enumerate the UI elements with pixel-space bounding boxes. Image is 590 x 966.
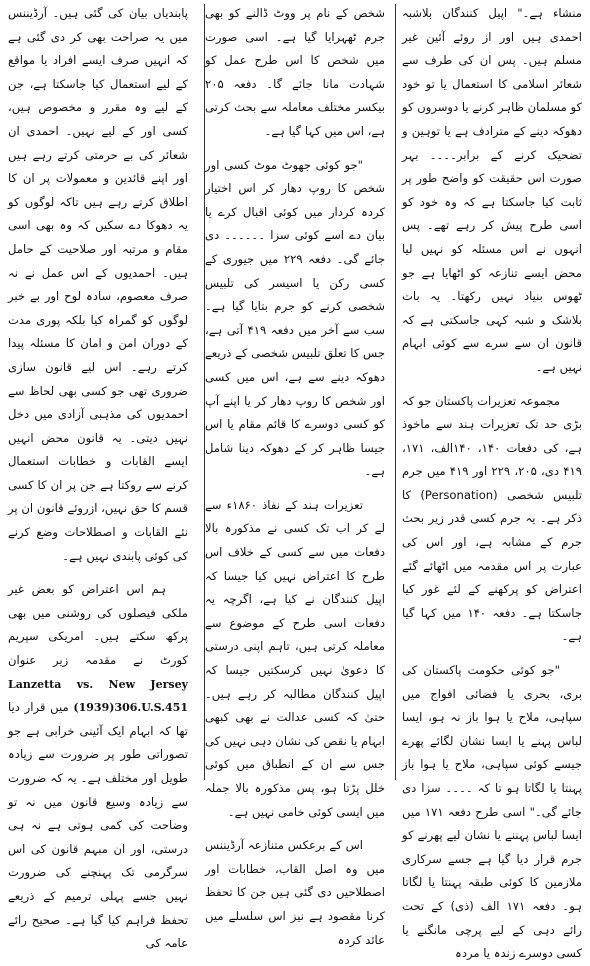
paragraph: تعزیرات ہند کے نفاذ ۱۸۶۰ء سے لے کر اب تک کسی نے مذکورہ بالا دفعات میں سے کسی کے خلاف اس طرح کا اعتراض نہیں کیا جیسا کہ اپیل کنندگان نے کیا ہے، اگرچہ یہ دفعات اسی طرح کے موضوع سے معاملہ کرتی ہیں، تاہم اپنی درستی کا دعویٰ نہیں کرسکتیں جیسا کہ اپیل کنندگان مطالبہ کر رہے ہیں۔ حتیٰ کہ کسی عدالت نے بھی کبھی ابہام یا نقص کی نشان دہی نہیں کی جس سے ان کے انطباق میں کوئی خلل پڑتا ہو، پس مذکورہ بالا جملہ میں ایسی کوئی خامی نہیں ہے۔ — [205, 497, 385, 819]
paragraph: "جو کوئی جھوٹ موٹ کسی اور شخص کا روپ دھار کر اس اختیار کردہ کردار میں کوئی اقبال کرے یا بیان دے اسے کوئی سزا ۔۔۔۔۔۔ دی جائے گی۔ دفعہ ۲۲۹ میں جیوری کے کسی رکن یا اسیسر کی تلبیس شخصی کرنے کو جرم بتایا گیا ہے۔ سب سے آخر میں دفعہ ۴۱۹ آتی ہے، جس کا تعلق تلبیس شخصی کے ذریعے دھوکہ دینے سے ہے، اس میں کسی اور شخص کا روپ دھار کر یا اپنے آپ کو کسی دوسرے کا قائم مقام یا اس جیسا ظاہر کر کے دھوکہ دینا شامل ہے۔ — [205, 157, 386, 479]
column-divider — [395, 4, 396, 780]
paragraph: "جو کوئی حکومت پاکستان کی بری، بحری یا فضائی افواج میں سپاہی، ملاح یا ہوا باز نہ ہو، ایسا لباس پہنے یا ایسا نشان لگائے پھرے جیسے کوئی سپاہی، ملاح یا ہوا باز پہنتا یا لگاتا ہو تا کہ ۔۔۔۔ سزا دی جائے گی۔" اسی طرح دفعہ ۱۷۱ میں ایسا لباس پہننے یا نشان لیے پھرنے کو جرم قرار دیا گیا ہے جسے سرکاری ملازمین کا کوئی طبقہ پہنتا یا لگاتا ہو۔ دفعہ ۱۷۱ الف (ذی) کے تحت رائے دہی کے لیے پرچی مانگنے یا کسی دوسرے زندہ یا مردہ — [402, 663, 582, 961]
paragraph-text: میں قرار دیا تھا کہ ابہام ایک آئینی خرابی ہے جو تصوراتی طور پر ضرورت سے زیادہ طویل اور مختلف ہے۔ یہ کہ ضرورت سے زیادہ وسیع قانون میں نہ تو وضاحت کی کمی ہوتی ہے نہ ہی درستی، اور ان مبہم قانون کی اس سرگرمی تک پہنچنے کی ضرورت نہیں جسے پہلی ترمیم کے ذریعے تحفظ فراہم کیا گیا ہے۔ صحیح رائے عامہ کی — [8, 700, 188, 951]
column-divider — [204, 4, 205, 780]
column-right — [402, 2, 583, 961]
column-left — [8, 2, 188, 951]
paragraph: اس کے برعکس متنازعہ آرڈیننس میں وہ اصل القاب، خطابات اور اصطلاحیں دی گئی ہیں جن کا تحفظ کرنا مقصود ہے نیز اس سلسلے میں عائد کردہ — [205, 838, 385, 947]
paragraph: شخص کے نام پر ووٹ ڈالنے کو بھی جرم ٹھہرایا گیا ہے۔ اسی صورت میں شخص کا اس طرح عمل کو شہادت مانا جائے گا۔ دفعہ ۲۰۵ بیکسر مختلف معاملہ سے بحث کرتی ہے، اس میں کہا گیا ہے۔ — [205, 6, 385, 138]
case-citation: Lanzetta vs. New Jersey (1939)306.U.S.451 — [8, 677, 188, 715]
paragraph: منشاء ہے۔" اپیل کنندگان بلاشبہ احمدی ہیں اور از روئے آئین غیر مسلم ہیں۔ پس ان کی طرف سے شعائر اسلامی کا استعمال یا تو خود کو مسلمان ظاہر کرنے یا دوسروں کو دھوکہ دینے کے مترادف ہے یا توہین و تضحیک کرنے کے برابر۔۔۔۔ بہر صورت اس حقیقت کو واضح طور پر ثابت کیا جاسکتا ہے کہ وہ خود کو اسی طرح پیش کر رہے تھے۔ پس انہوں نے اس مسئلہ کو نہیں لیا محض ایسے تنازعہ کو اٹھایا ہے جو ٹھوس بنیاد نہیں رکھتا۔ یہ بات بلاشک و شبہ کہی جاسکتی ہے کہ قانون ان سے سرے سے کوئی ابہام نہیں ہے۔ — [402, 6, 582, 374]
paragraph: مجموعہ تعزیرات پاکستان جو کہ بڑی حد تک تعزیرات ہند سے ماخوذ ہے، کی دفعات ۱۴۰، ۱۴۰الف، ۱۷۱، ۴۱۹ دی، ۲۰۵، ۲۲۹ اور ۴۱۹ میں جرم تلبیس شخصی (Personation) کا ذکر ہے۔ یہ جرم کسی قدر زیر بحث جرم کے مشابہ ہے، اور اس کی عبارت پر اس مقدمہ میں اٹھائے گئے اعتراض کو پرکھنے کے لئے غور کیا جاسکتا ہے۔ دفعہ ۱۴۰ میں کہا گیا ہے۔ — [402, 393, 583, 644]
paragraph-text: ہم اس اعتراض کو بعض غیر ملکی فیصلوں کی روشنی میں بھی پرکھ سکتے ہیں۔ امریکی سپریم کورٹ نے مقدمہ زیر عنوان — [8, 582, 188, 668]
paragraph: پابندیاں بیان کی گئی ہیں۔ آرڈیننس میں یہ صراحت بھی کر دی گئی ہے کہ انہیں صرف ایسے افراد یا مواقع کے لیے استعمال کیا جاسکتا ہے، جن کے لیے وہ مقرر و مخصوص ہیں، کسی اور کے لیے نہیں۔ احمدی ان شعائر کی بے حرمتی کرتے رہے ہیں اور اپنے قائدین و معمولات پر ان کا اطلاق کرتے رہے ہیں تاکہ لوگوں کو یہ دھوکا دے سکیں کہ وہ بھی اسی مقام و مرتبہ اور صلاحیت کے حامل ہیں۔ احمدیوں کے اس عمل نے نہ صرف معصوم، سادہ لوح اور بے خبر لوگوں کو گمراہ کیا بلکہ پوری مدت کے دوران امن و امان کا مسئلہ پیدا کرتے رہے۔ اس لیے قانون سازی ضروری تھی جو کسی بھی لحاظ سے احمدیوں کی مذہبی آزادی میں دخل نہیں دیتی۔ یہ قانون محض انہیں ایسے القابات و خطابات استعمال کرنے سے روکتا ہے جن پر ان کا کسی قسم کا حق نہیں، ازروئے قانون ان پر نئے القابات و اصطلاحات وضع کرنے کی کوئی پابندی نہیں ہے۔ — [8, 6, 188, 563]
document-page — [8, 2, 583, 961]
paragraph — [8, 578, 188, 956]
column-middle — [205, 2, 386, 947]
